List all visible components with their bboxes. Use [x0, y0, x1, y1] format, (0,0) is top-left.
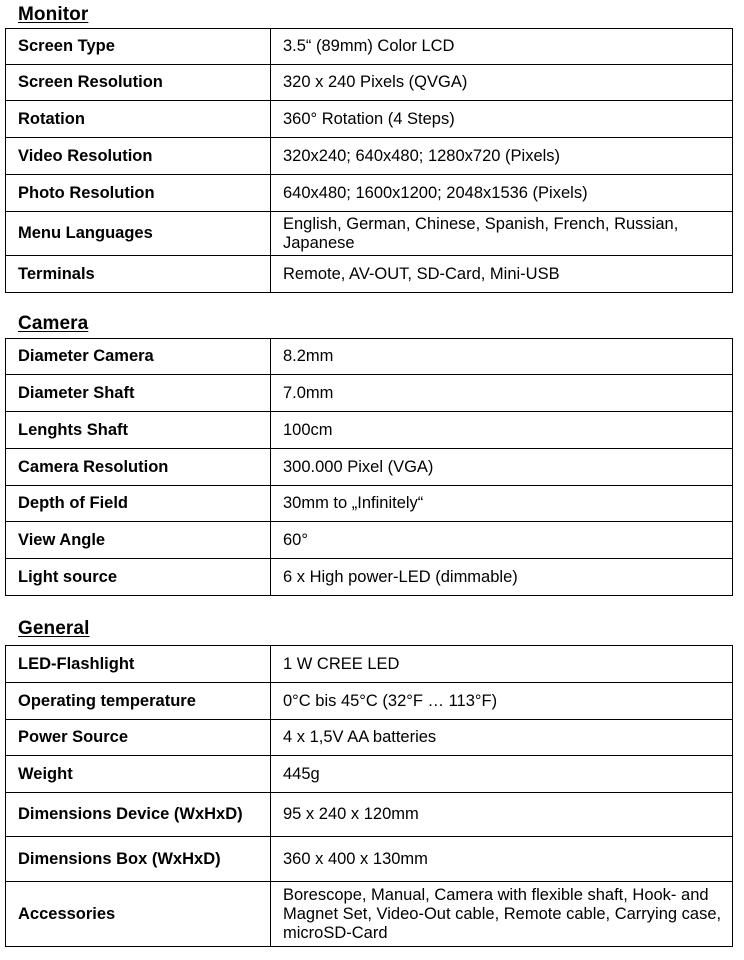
section-title-camera: Camera [18, 313, 89, 334]
spec-label: Screen Type [6, 29, 271, 65]
table-row [6, 559, 733, 596]
spec-value: 95 x 240 x 120mm [271, 793, 733, 837]
spec-value: 3.5“ (89mm) Color LCD [271, 29, 733, 65]
spec-label: Operating temperature [6, 683, 271, 720]
spec-value: 60° [271, 522, 733, 559]
spec-label: Diameter Camera [6, 339, 271, 375]
spec-label: LED-Flashlight [6, 646, 271, 683]
spec-label: Accessories [6, 882, 271, 947]
table-row [6, 65, 733, 101]
spec-label: Weight [6, 756, 271, 793]
spec-value: Remote, AV-OUT, SD-Card, Mini-USB [271, 256, 733, 293]
spec-value: English, German, Chinese, Spanish, French, Russian, Japanese [271, 212, 733, 256]
table-row [6, 138, 733, 175]
spec-value: 320 x 240 Pixels (QVGA) [271, 65, 733, 101]
table-row [6, 837, 733, 882]
spec-label: Light source [6, 559, 271, 596]
section-title-monitor: Monitor [18, 4, 89, 25]
spec-value: 0°C bis 45°C (32°F … 113°F) [271, 683, 733, 720]
spec-value: Borescope, Manual, Camera with flexible shaft, Hook- and Magnet Set, Video-Out cable, Remote cable, Carrying case, microSD-Card [271, 882, 733, 947]
spec-label: Camera Resolution [6, 449, 271, 486]
table-row [6, 375, 733, 412]
spec-value: 4 x 1,5V AA batteries [271, 720, 733, 756]
camera-spec-table [5, 338, 733, 596]
spec-label: Diameter Shaft [6, 375, 271, 412]
table-row [6, 683, 733, 720]
table-row [6, 793, 733, 837]
table-row [6, 212, 733, 256]
spec-value: 6 x High power-LED (dimmable) [271, 559, 733, 596]
table-row [6, 29, 733, 65]
table-row [6, 412, 733, 449]
table-row [6, 522, 733, 559]
spec-label: Lenghts Shaft [6, 412, 271, 449]
spec-value: 360 x 400 x 130mm [271, 837, 733, 882]
spec-value: 8.2mm [271, 339, 733, 375]
table-row [6, 449, 733, 486]
table-row [6, 720, 733, 756]
section-title-general: General [18, 618, 90, 639]
spec-label: Menu Languages [6, 212, 271, 256]
table-row [6, 646, 733, 683]
spec-value: 445g [271, 756, 733, 793]
monitor-spec-table [5, 28, 733, 293]
spec-value: 7.0mm [271, 375, 733, 412]
table-row [6, 256, 733, 293]
table-row [6, 339, 733, 375]
table-row [6, 882, 733, 947]
spec-value: 360° Rotation (4 Steps) [271, 101, 733, 138]
spec-label: Dimensions Box (WxHxD) [6, 837, 271, 882]
table-row [6, 101, 733, 138]
spec-label: Dimensions Device (WxHxD) [6, 793, 271, 837]
spec-label: Terminals [6, 256, 271, 293]
spec-label: View Angle [6, 522, 271, 559]
spec-value: 320x240; 640x480; 1280x720 (Pixels) [271, 138, 733, 175]
table-row [6, 486, 733, 522]
spec-label: Depth of Field [6, 486, 271, 522]
spec-label: Power Source [6, 720, 271, 756]
spec-label: Screen Resolution [6, 65, 271, 101]
spec-value: 300.000 Pixel (VGA) [271, 449, 733, 486]
spec-label: Rotation [6, 101, 271, 138]
general-spec-table [5, 645, 733, 947]
spec-label: Video Resolution [6, 138, 271, 175]
spec-label: Photo Resolution [6, 175, 271, 212]
table-row [6, 175, 733, 212]
table-row [6, 756, 733, 793]
spec-value: 100cm [271, 412, 733, 449]
spec-value: 30mm to „Infinitely“ [271, 486, 733, 522]
spec-value: 1 W CREE LED [271, 646, 733, 683]
spec-value: 640x480; 1600x1200; 2048x1536 (Pixels) [271, 175, 733, 212]
